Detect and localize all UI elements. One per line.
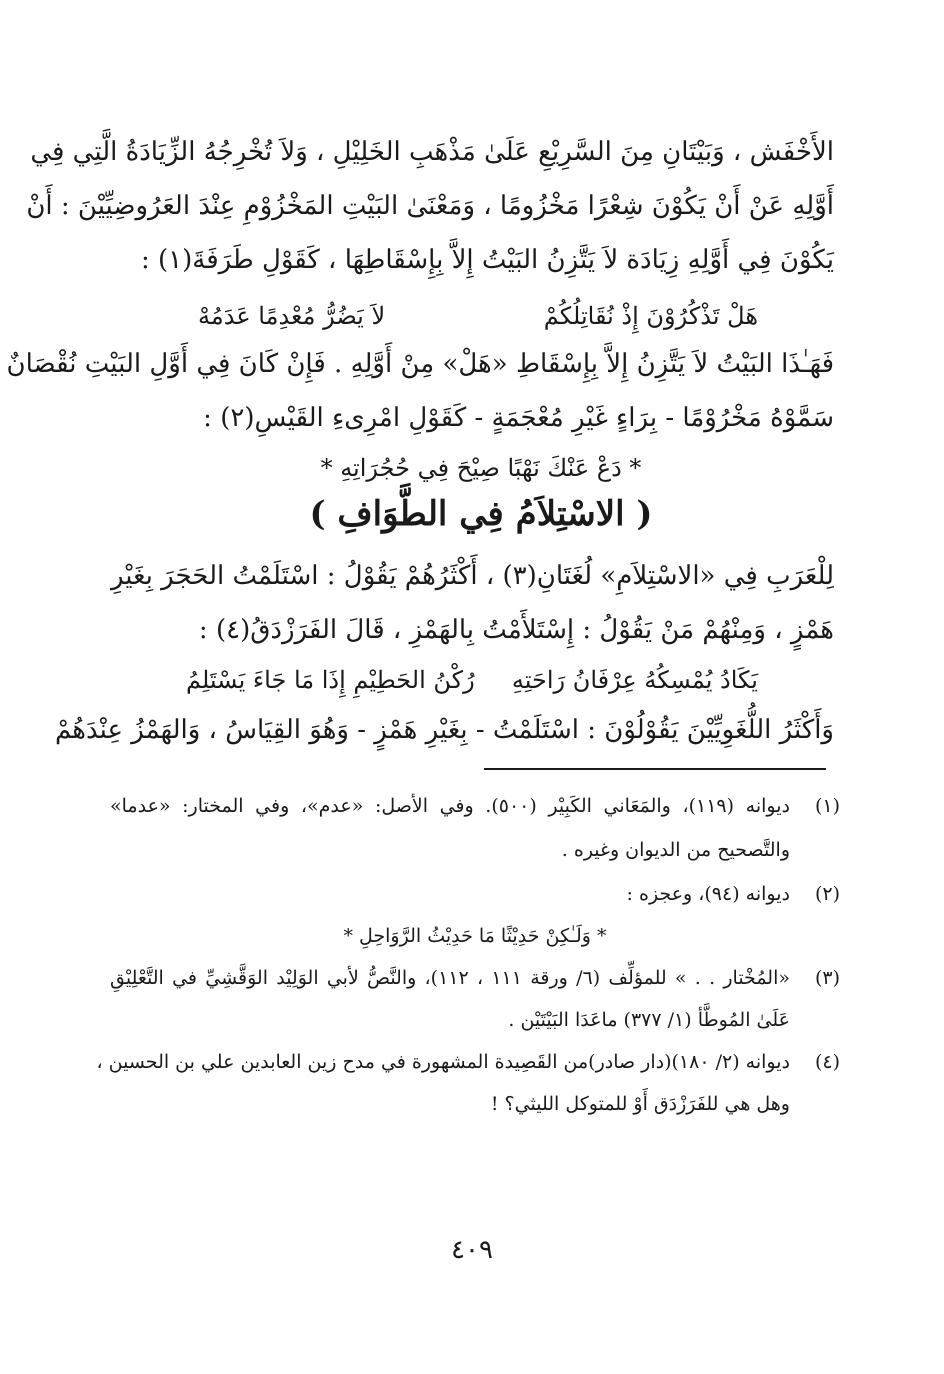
- footnote-4: [96, 1044, 840, 1080]
- footnote-3-text-2: عَلَىٰ المُوطَّأ (١/ ٣٧٧) ماعَدَا البَيْتَيْن .: [508, 1009, 790, 1031]
- footnote-3-continued: [110, 1002, 840, 1038]
- body-line-8: وَأَكْثَرُ اللُّغَوِيِّيْنَ يَقُوْلُوْنَ : اسْتَلَمْتُ - بِغَيْرِ هَمْزٍ - وَهُوَ القِيَاسُ ، وَالهَمْزُ عِنْدَهُمْ: [54, 715, 834, 745]
- body-line-1: الأَخْفَش ، وَبَيْتَانِ مِنَ السَّرِيْعِ عَلَىٰ مَذْهَبِ الخَلِيْلِ ، وَلاَ تُخْرِجُهُ الزِّيَادَةُ الَّتِي فِي: [30, 137, 834, 167]
- verse-2-second-hemistich: رُكْنُ الحَطِيْمِ إِذَا مَا جَاءَ يَسْتَلِمُ: [186, 666, 475, 694]
- footnote-3: [110, 960, 840, 996]
- footnote-4-number: (٤): [814, 1051, 840, 1073]
- body-line-5: سَمَّوْهُ مَخْرُوْمًا - بِرَاءٍ غَيْرِ مُعْجَمَةٍ - كَقَوْلِ امْرِىءِ القَيْسِ(٢) :: [203, 403, 834, 433]
- page-number: ٤٠٩: [451, 1235, 493, 1265]
- footnote-4-text-2: وهل هي للفَرَزْدَق أَوْ للمتوكل الليثي؟ !: [490, 1093, 790, 1115]
- footnote-3-text: «المُخْتار . . » للمؤلِّف (٦/ ورقة ١١١ ، ١١٢)، والنَّصُّ لأبي الوَلِيْد الوَقَّشِيِّ في التَّعْلِيْقِ: [110, 967, 790, 989]
- footnote-1: [110, 788, 840, 824]
- footnote-1-continued: [110, 832, 840, 868]
- verse-1-first-hemistich: هَلْ تَذْكُرُوْنَ إِذْ نُقَاتِلُكُمْ: [543, 302, 758, 330]
- footnote-2-text: ديوانه (٩٤)، وعجزه :: [626, 883, 790, 905]
- body-line-4: فَهَـٰذَا البَيْتُ لاَ يَتَّزِنُ إِلاَّ بِإِسْقَاطِ «هَلْ» مِنْ أَوَّلِهِ . فَإِنْ كَانَ فِي أَوَّلِ البَيْتِ نُقْصَانٌ: [6, 349, 834, 379]
- footnote-2-number: (٢): [814, 883, 840, 905]
- body-line-3: يَكُوْنَ فِي أَوَّلِهِ زِيَادَة لاَ يَتَّزِنُ البَيْتُ إِلاَّ بِإِسْقَاطِهَا ، كَقَوْلِ طَرَفَةَ(١) :: [140, 245, 834, 275]
- body-line-7: هَمْزٍ ، وَمِنْهُمْ مَنْ يَقُوْلُ : إِسْتَلأَمْتُ بِالهَمْزِ ، قَالَ الفَرَزْدَقُ(٤) :: [198, 615, 834, 645]
- body-line-2: أَوَّلِهِ عَنْ أَنْ يَكُوْنَ شِعْرًا مَخْزُومًا ، وَمَعْنَىٰ البَيْتِ المَخْزُوْمِ عِنْدَ العَرُوضِيِّيْنَ : أَنْ: [26, 191, 834, 221]
- footnote-4-continued: [110, 1086, 840, 1122]
- footnote-1-text-2: والتَّصحيح من الديوان وغيره .: [561, 839, 790, 861]
- half-verse-1: * دَعْ عَنْكَ نَهْبًا صِيْحَ فِي حُجُرَاتِهِ *: [320, 454, 642, 482]
- section-heading: ( الاسْتِلاَمُ فِي الطَّوَافِ ): [309, 494, 653, 534]
- footnote-2-verse-line: [110, 918, 840, 954]
- footnote-2-verse: * وَلَـٰكِنْ حَدِيْثًا مَا حَدِيْثُ الرَّوَاحِلِ *: [343, 925, 607, 947]
- footnote-4-text: ديوانه (٢/ ١٨٠)(دار صادر)من القَصِيدة المشهورة في مدح زين العابدين علي بن الحسين ،: [96, 1051, 790, 1073]
- verse-1-second-hemistich: لاَ يَضُرُّ مُعْدِمًا عَدَمُهْ: [198, 302, 386, 330]
- body-line-6: لِلْعَرَبِ فِي «الاسْتِلاَمِ» لُغَتَانِ(٣) ، أَكْثَرُهُمْ يَقُوْلُ : اسْتَلَمْتُ الحَجَرَ بِغَيْرِ: [110, 561, 834, 591]
- footnote-2: [110, 876, 840, 912]
- footnote-3-number: (٣): [814, 967, 840, 989]
- verse-2-first-hemistich: يَكَادُ يُمْسِكُهُ عِرْفَانُ رَاحَتِهِ: [511, 666, 758, 694]
- footnote-separator: [484, 768, 826, 770]
- footnote-1-number: (١): [814, 795, 840, 817]
- footnote-1-text: ديوانه (١١٩)، والمَعَاني الكَبِيْر (٥٠٠). وفي الأصل: «عدم»، وفي المختار: «عدما»: [110, 795, 790, 817]
